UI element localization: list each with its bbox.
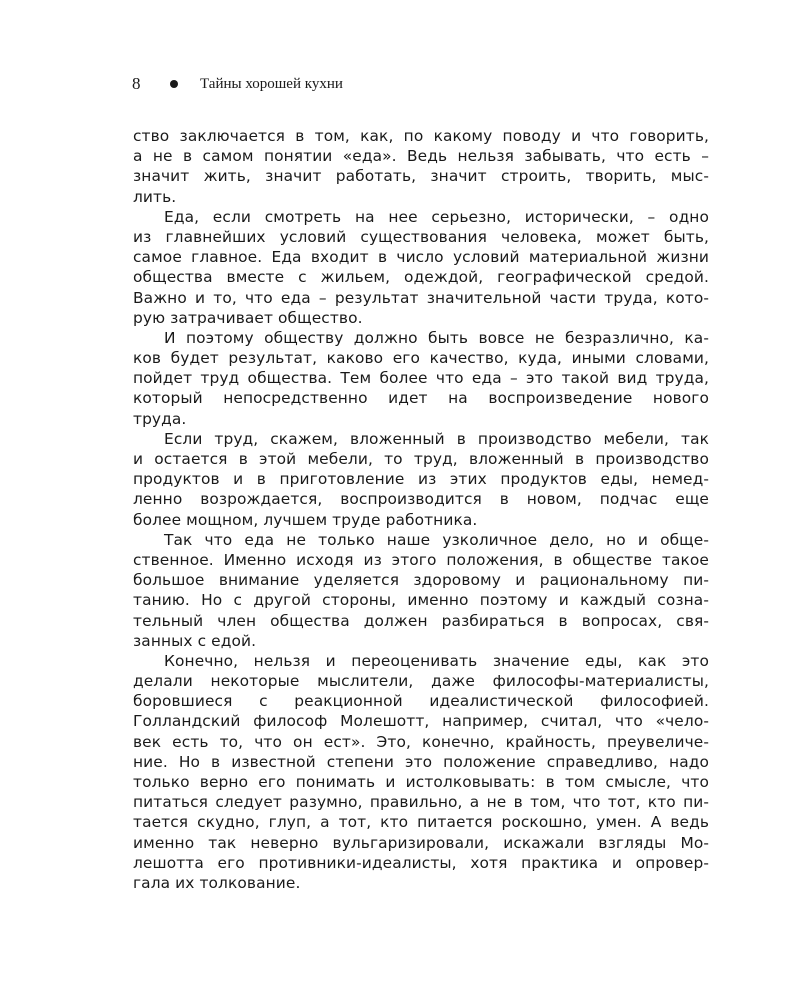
text-line: делали некоторые мыслители, даже философы-материалисты,: [133, 672, 709, 691]
text-line: ленно возрождается, воспроизводится в новом, подчас еще: [133, 490, 709, 509]
page-header: [132, 74, 343, 94]
text-line: ственное. Именно исходя из этого положения, в обществе такое: [133, 550, 709, 569]
text-line: питаться следует разумно, правильно, а не в том, что тот, кто пи-: [133, 793, 709, 812]
text-line: и остается в этой мебели, то труд, вложенный в производство: [133, 450, 709, 468]
running-title: Тайны хорошей кухни: [200, 75, 343, 92]
text-line: Если труд, скажем, вложенный в производство мебели, так: [164, 429, 709, 448]
text-line: пойдет труд общества. Тем более что еда – это такой вид труда,: [133, 369, 709, 388]
text-line: самое главное. Еда входит в число условий материальной жизни: [133, 248, 709, 267]
text-line: большое внимание уделяется здоровому и рациональному пи-: [133, 571, 709, 590]
text-line: только верно его понимать и истолковывать: в том смысле, что: [133, 773, 709, 791]
body-text: [133, 126, 709, 893]
text-line: ство заключается в том, как, по какому поводу и что говорить,: [133, 127, 709, 145]
text-line: И поэтому обществу должно быть вовсе не безразлично, ка-: [164, 328, 709, 347]
text-line: ние. Но в известной степени это положение справедливо, надо: [133, 752, 709, 771]
text-line: который непосредственно идет на воспроизведение нового: [133, 389, 709, 408]
text-line: более мощном, лучшем труде работника.: [133, 510, 478, 529]
text-line: занных с едой.: [133, 631, 257, 650]
page-number: 8: [132, 74, 141, 93]
text-line: значит жить, значит работать, значит строить, творить, мыс-: [133, 167, 709, 186]
text-line: а не в самом понятии «еда». Ведь нельзя забывать, что есть –: [133, 147, 709, 166]
text-line: тельный член общества должен разбираться в вопросах, свя-: [133, 611, 709, 630]
text-line: гала их толкование.: [133, 873, 301, 892]
text-line: тается скудно, глуп, а тот, кто питается роскошно, умен. А ведь: [133, 813, 709, 832]
text-line: боровшиеся с реакционной идеалистической философией.: [133, 692, 709, 711]
text-line: труда.: [133, 409, 187, 428]
text-line: общества вместе с жильем, одеждой, географической средой.: [133, 268, 709, 287]
text-line: продуктов и в приготовление из этих продуктов еды, немед-: [133, 470, 709, 489]
text-line: танию. Но с другой стороны, именно поэтому и каждый созна-: [133, 591, 709, 610]
text-line: Еда, если смотреть на нее серьезно, исторически, – одно: [164, 207, 709, 226]
text-line: именно так неверно вульгаризировали, искажали взгляды Мо-: [133, 833, 709, 852]
bullet-separator-icon: [170, 80, 178, 88]
text-line: лить.: [133, 187, 177, 206]
text-line: век есть то, что он ест». Это, конечно, крайность, преувеличе-: [133, 732, 709, 751]
text-line: Важно и то, что еда – результат значительной части труда, кото-: [133, 288, 709, 307]
text-line: лешотта его противники-идеалисты, хотя практика и опровер-: [133, 853, 709, 872]
text-line: Голландский философ Молешотт, например, считал, что «чело-: [133, 712, 709, 731]
text-line: Конечно, нельзя и переоценивать значение еды, как это: [164, 651, 709, 670]
text-line: ков будет результат, каково его качество, куда, иными словами,: [133, 349, 709, 368]
text-line: из главнейших условий существования человека, может быть,: [133, 227, 709, 246]
text-line: рую затрачивает общество.: [133, 308, 363, 327]
text-line: Так что еда не только наше узколичное дело, но и обще-: [164, 530, 709, 549]
